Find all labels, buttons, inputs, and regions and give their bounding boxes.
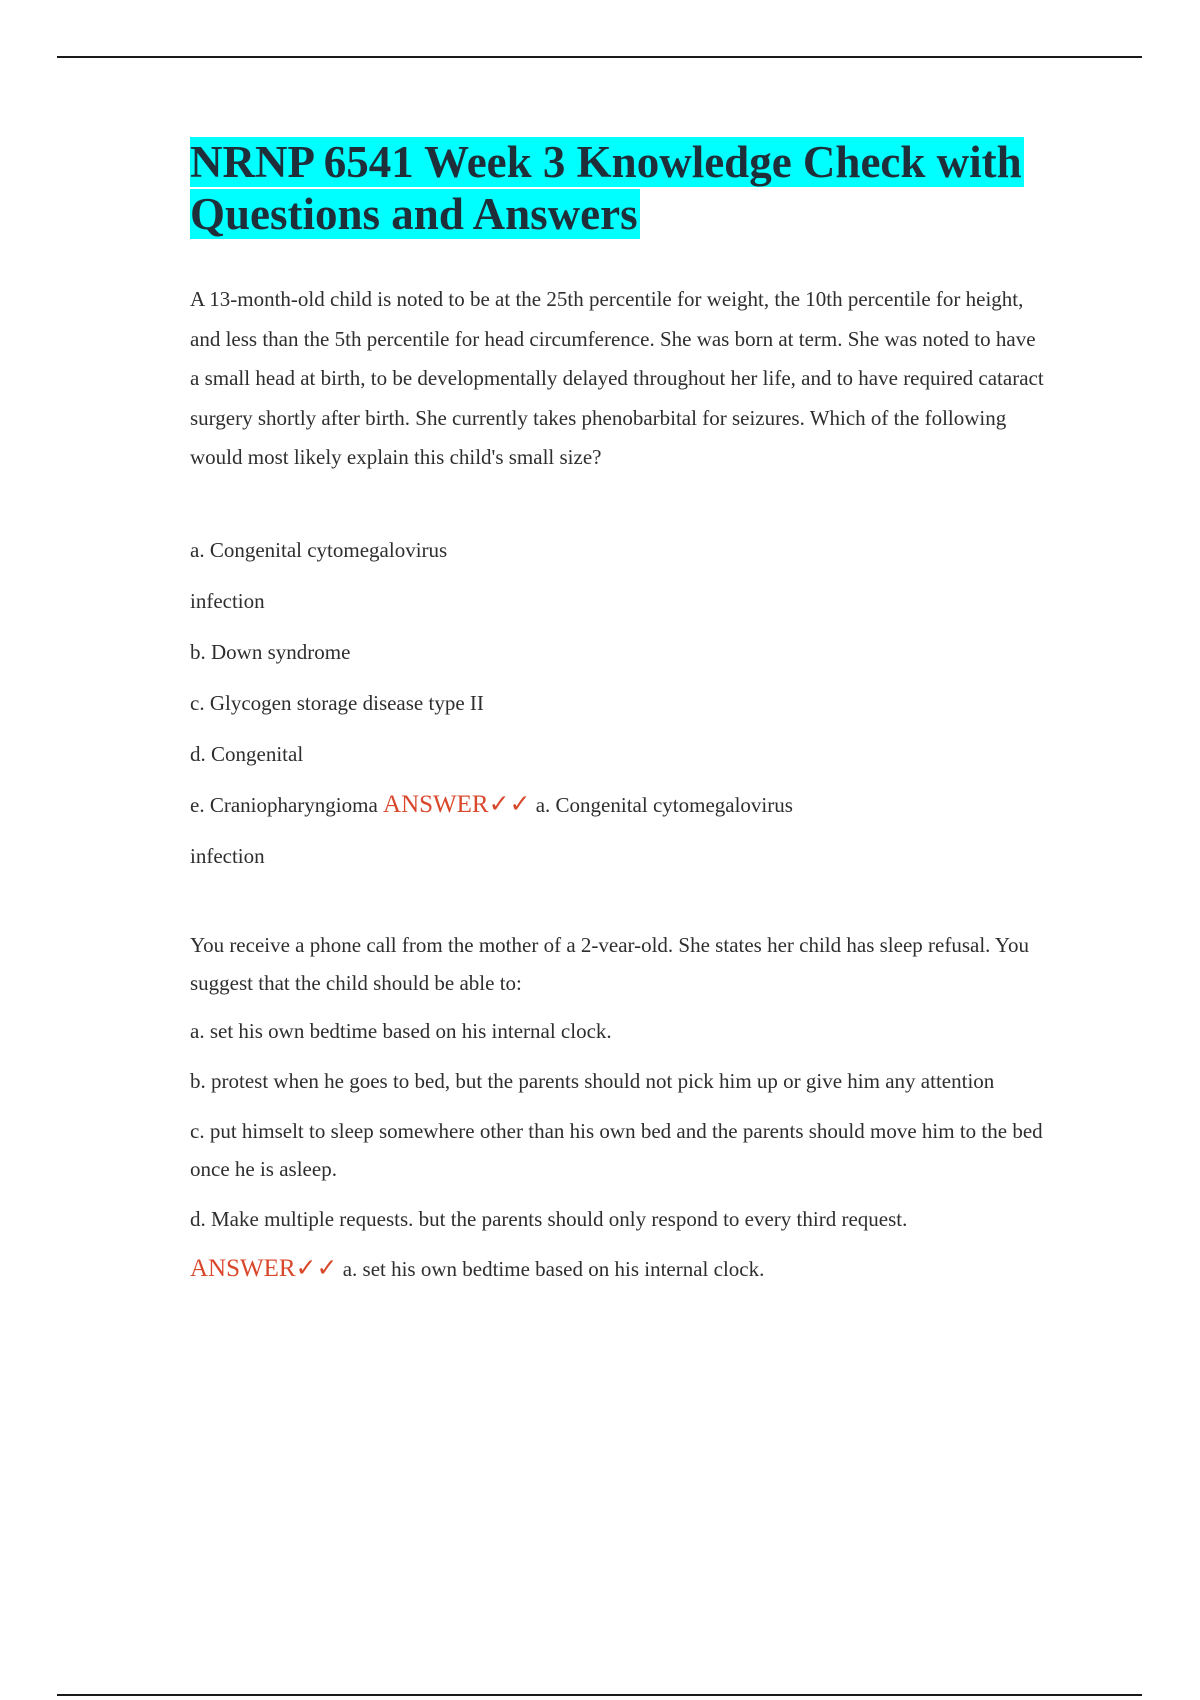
question-1-option-e-line (190, 790, 1050, 820)
question-1-answer-continued: infection (190, 843, 265, 868)
question-2-option-a: a. set his own bedtime based on his internal clock. (190, 1018, 612, 1043)
question-1-answer-text: a. Congenital cytomegalovirus (535, 792, 793, 817)
question-2-answer-line (190, 1250, 1050, 1288)
question-1-option-c: c. Glycogen storage disease type II (190, 690, 484, 715)
question-1-stem: A 13-month-old child is noted to be at the 25th percentile for weight, the 10th percentile for height, and less than the 5th percentile for head circumference. She was born at term. She was noted to have a small head at birth, to be developmentally delayed throughout her life, and to have required cataract surgery shortly after birth. She currently takes phenobarbital for seizures. Which of the following would most likely explain this child's small size? (190, 287, 1044, 469)
question-2-options (190, 1012, 1050, 1238)
question-2-option-c: c. put himselt to sleep somewhere other than his own bed and the parents should move him to the bed once he is asleep. (190, 1118, 1043, 1181)
page-title (190, 136, 1050, 240)
question-2-stem: You receive a phone call from the mother of a 2-vear-old. She states her child has sleep refusal. You suggest that the child should be able to: (190, 932, 1029, 995)
title-highlight: NRNP 6541 Week 3 Knowledge Check with Questions and Answers (190, 137, 1022, 239)
question-2-option-d: d. Make multiple requests. but the parents should only respond to every third request. (190, 1206, 908, 1231)
question-1-option-b: b. Down syndrome (190, 639, 351, 664)
question-2-answer-label: ANSWER✓✓ (190, 1254, 338, 1282)
page-content (190, 136, 1050, 1288)
bottom-rule (57, 1694, 1142, 1696)
question-1-option-d: d. Congenital (190, 741, 304, 766)
question-2 (190, 926, 1050, 1288)
question-1-option-e: e. Craniopharyngioma (190, 792, 378, 817)
question-1-options (190, 535, 1050, 871)
top-rule (57, 56, 1142, 58)
question-1-option-a: a. Congenital cytomegalovirus (190, 537, 448, 562)
question-1-answer-label: ANSWER✓✓ (383, 790, 531, 818)
question-2-option-b: b. protest when he goes to bed, but the parents should not pick him up or give him any attention (190, 1068, 995, 1093)
question-2-answer-text: a. set his own bedtime based on his internal clock. (342, 1256, 765, 1281)
question-1-option-a-continued: infection (190, 588, 265, 613)
